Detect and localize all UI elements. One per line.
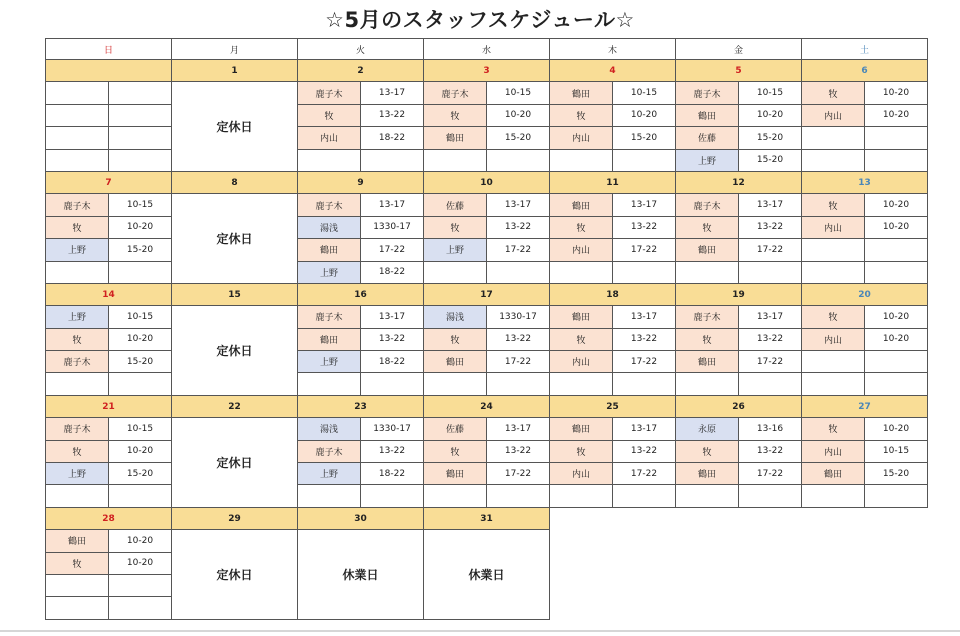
date-cell: 9: [298, 171, 424, 193]
shift-time: 10-20: [109, 216, 172, 238]
staff-name: 牧: [298, 104, 361, 126]
blank-cell: [424, 149, 487, 171]
staff-name: 鶴田: [298, 239, 361, 261]
staff-name: 鹿子木: [298, 82, 361, 104]
shift-time: 18-22: [361, 261, 424, 283]
shift-time: 10-20: [109, 328, 172, 350]
staff-name: 鹿子木: [424, 82, 487, 104]
blank-cell: [109, 485, 172, 507]
empty-cell: [550, 574, 676, 596]
shift-time: 17-22: [613, 239, 676, 261]
staff-name: 佐藤: [676, 127, 739, 149]
blank-cell: [802, 239, 865, 261]
blank-cell: [739, 485, 802, 507]
shift-time: 15-20: [739, 127, 802, 149]
staff-name: 湯浅: [298, 418, 361, 440]
blank-cell: [802, 485, 865, 507]
date-cell: 14: [46, 283, 172, 305]
blank-cell: [46, 261, 109, 283]
date-row: [46, 171, 928, 193]
staff-name: 牧: [550, 216, 613, 238]
staff-name: 牧: [550, 440, 613, 462]
shift-row: [46, 82, 928, 104]
blank-cell: [361, 149, 424, 171]
staff-name: 内山: [550, 463, 613, 485]
shift-time: 13-17: [361, 306, 424, 328]
staff-name: 鹿子木: [298, 440, 361, 462]
date-cell: 16: [298, 283, 424, 305]
staff-schedule-table: [45, 38, 928, 620]
blank-cell: [550, 149, 613, 171]
shift-time: 17-22: [613, 351, 676, 373]
staff-name: 上野: [46, 306, 109, 328]
staff-name: 上野: [424, 239, 487, 261]
closed-day-label: 定休日: [172, 82, 298, 172]
bottom-divider: [0, 630, 960, 632]
staff-name: 鹿子木: [676, 306, 739, 328]
date-cell: 27: [802, 395, 928, 417]
empty-cell: [676, 597, 802, 619]
shift-time: 10-20: [865, 104, 928, 126]
shift-time: 15-20: [487, 127, 550, 149]
date-cell: 5: [676, 60, 802, 82]
staff-name: 鶴田: [424, 127, 487, 149]
staff-name: 牧: [676, 440, 739, 462]
shift-time: 15-20: [613, 127, 676, 149]
blank-cell: [739, 261, 802, 283]
blank-cell: [802, 351, 865, 373]
shift-time: 15-20: [109, 239, 172, 261]
staff-name: 上野: [298, 261, 361, 283]
staff-name: 牧: [676, 216, 739, 238]
date-cell: 2: [298, 60, 424, 82]
date-cell: 10: [424, 171, 550, 193]
shift-time: 17-22: [739, 463, 802, 485]
empty-cell: [802, 574, 928, 596]
empty-cell: [676, 507, 802, 529]
staff-name: 鶴田: [676, 463, 739, 485]
date-cell: 29: [172, 507, 298, 529]
shift-time: 13-17: [613, 194, 676, 216]
staff-name: 内山: [550, 239, 613, 261]
staff-name: 牧: [424, 440, 487, 462]
blank-cell: [361, 485, 424, 507]
shift-time: 13-22: [487, 440, 550, 462]
shift-time: 10-15: [613, 82, 676, 104]
blank-cell: [46, 149, 109, 171]
blank-cell: [865, 351, 928, 373]
blank-cell: [550, 261, 613, 283]
shift-time: 18-22: [361, 127, 424, 149]
staff-name: 鶴田: [298, 328, 361, 350]
date-cell: 24: [424, 395, 550, 417]
shift-time: 17-22: [487, 351, 550, 373]
staff-name: 鹿子木: [46, 351, 109, 373]
shift-time: 13-17: [487, 418, 550, 440]
blank-cell: [46, 104, 109, 126]
shift-time: 15-20: [109, 463, 172, 485]
blank-cell: [865, 127, 928, 149]
shift-time: 10-15: [865, 440, 928, 462]
shift-time: 17-22: [487, 463, 550, 485]
shift-time: 10-20: [109, 440, 172, 462]
staff-name: 鹿子木: [46, 418, 109, 440]
date-cell: 21: [46, 395, 172, 417]
shift-time: 10-20: [109, 552, 172, 574]
shift-time: 13-22: [361, 328, 424, 350]
date-cell: 31: [424, 507, 550, 529]
weekday-header-5: 金: [676, 39, 802, 60]
shift-time: 10-20: [865, 216, 928, 238]
staff-name: 牧: [550, 328, 613, 350]
shift-time: 10-15: [739, 82, 802, 104]
shift-time: 10-15: [109, 194, 172, 216]
closed-day-label: 定休日: [172, 418, 298, 508]
staff-name: 鶴田: [676, 104, 739, 126]
date-cell: 11: [550, 171, 676, 193]
empty-cell: [550, 507, 676, 529]
blank-cell: [487, 261, 550, 283]
date-cell: 1: [172, 60, 298, 82]
blank-cell: [802, 127, 865, 149]
staff-name: 内山: [550, 127, 613, 149]
empty-cell: [550, 530, 676, 552]
blank-cell: [109, 261, 172, 283]
staff-name: 湯浅: [298, 216, 361, 238]
shift-time: 17-22: [487, 239, 550, 261]
blank-cell: [424, 261, 487, 283]
shift-time: 10-15: [109, 306, 172, 328]
staff-name: 牧: [424, 328, 487, 350]
closed-day-label: 定休日: [172, 306, 298, 396]
staff-name: 牧: [676, 328, 739, 350]
staff-name: 牧: [424, 104, 487, 126]
date-cell: 3: [424, 60, 550, 82]
shift-time: 10-20: [109, 530, 172, 552]
weekday-header-row: [46, 39, 928, 60]
date-cell: 20: [802, 283, 928, 305]
blank-cell: [109, 597, 172, 619]
staff-name: 上野: [46, 239, 109, 261]
blank-cell: [487, 485, 550, 507]
staff-name: 鶴田: [424, 463, 487, 485]
staff-name: 牧: [802, 194, 865, 216]
shift-time: 13-17: [613, 306, 676, 328]
date-cell: 8: [172, 171, 298, 193]
shift-time: 13-22: [613, 216, 676, 238]
shift-time: 10-20: [739, 104, 802, 126]
shift-time: 13-22: [739, 328, 802, 350]
staff-name: 内山: [802, 104, 865, 126]
shift-time: 13-17: [361, 82, 424, 104]
blank-cell: [109, 104, 172, 126]
shift-time: 10-20: [487, 104, 550, 126]
shift-time: 10-15: [487, 82, 550, 104]
staff-name: 牧: [802, 418, 865, 440]
schedule-title: ☆5月のスタッフスケジュール☆: [325, 8, 635, 32]
shift-time: 13-16: [739, 418, 802, 440]
shift-time: 10-20: [613, 104, 676, 126]
blank-cell: [865, 239, 928, 261]
staff-name: 鹿子木: [46, 194, 109, 216]
blank-cell: [361, 373, 424, 395]
staff-name: 鶴田: [424, 351, 487, 373]
shift-time: 17-22: [613, 463, 676, 485]
date-cell: 22: [172, 395, 298, 417]
blank-cell: [802, 261, 865, 283]
blank-cell: [802, 373, 865, 395]
date-cell: [46, 60, 172, 82]
blank-cell: [109, 127, 172, 149]
date-cell: 23: [298, 395, 424, 417]
blank-cell: [613, 149, 676, 171]
shift-time: 1330-17: [361, 418, 424, 440]
staff-name: 牧: [424, 216, 487, 238]
staff-name: 鹿子木: [298, 194, 361, 216]
blank-cell: [298, 149, 361, 171]
blank-cell: [109, 82, 172, 104]
blank-cell: [676, 261, 739, 283]
blank-cell: [676, 373, 739, 395]
staff-name: 牧: [46, 328, 109, 350]
blank-cell: [46, 373, 109, 395]
empty-cell: [802, 597, 928, 619]
shift-time: 15-20: [865, 463, 928, 485]
staff-name: 永原: [676, 418, 739, 440]
shift-row: [46, 194, 928, 216]
blank-cell: [865, 373, 928, 395]
shift-time: 13-22: [613, 328, 676, 350]
staff-name: 上野: [46, 463, 109, 485]
blank-cell: [613, 261, 676, 283]
shift-time: 13-22: [739, 440, 802, 462]
date-cell: 13: [802, 171, 928, 193]
staff-name: 湯浅: [424, 306, 487, 328]
empty-cell: [802, 530, 928, 552]
blank-cell: [109, 373, 172, 395]
staff-name: 内山: [298, 127, 361, 149]
blank-cell: [46, 82, 109, 104]
shift-time: 17-22: [739, 239, 802, 261]
staff-name: 内山: [802, 440, 865, 462]
blank-cell: [550, 485, 613, 507]
shift-time: 13-22: [487, 216, 550, 238]
staff-name: 牧: [46, 440, 109, 462]
blank-cell: [487, 373, 550, 395]
staff-name: 鶴田: [550, 418, 613, 440]
weekday-header-1: 月: [172, 39, 298, 60]
blank-cell: [613, 373, 676, 395]
staff-name: 鹿子木: [298, 306, 361, 328]
shift-row: [46, 530, 928, 552]
shift-time: 18-22: [361, 463, 424, 485]
staff-name: 鶴田: [802, 463, 865, 485]
blank-cell: [676, 485, 739, 507]
date-cell: 17: [424, 283, 550, 305]
staff-name: 鹿子木: [676, 82, 739, 104]
staff-name: 牧: [46, 552, 109, 574]
blank-cell: [487, 149, 550, 171]
shift-time: 13-17: [739, 194, 802, 216]
empty-cell: [676, 530, 802, 552]
blank-cell: [802, 149, 865, 171]
date-cell: 12: [676, 171, 802, 193]
staff-name: 鶴田: [550, 82, 613, 104]
blank-cell: [46, 597, 109, 619]
shift-time: 13-22: [487, 328, 550, 350]
shift-time: 13-22: [739, 216, 802, 238]
staff-name: 鶴田: [676, 239, 739, 261]
blank-cell: [46, 574, 109, 596]
weekday-header-3: 水: [424, 39, 550, 60]
shift-row: [46, 306, 928, 328]
weekday-header-6: 土: [802, 39, 928, 60]
empty-cell: [802, 552, 928, 574]
staff-name: 佐藤: [424, 194, 487, 216]
staff-name: 上野: [298, 351, 361, 373]
blank-cell: [298, 485, 361, 507]
empty-cell: [802, 507, 928, 529]
shift-time: 15-20: [739, 149, 802, 171]
blank-cell: [46, 485, 109, 507]
date-cell: 4: [550, 60, 676, 82]
empty-cell: [550, 597, 676, 619]
shift-time: 17-22: [361, 239, 424, 261]
empty-cell: [676, 552, 802, 574]
shift-time: 17-22: [739, 351, 802, 373]
blank-cell: [424, 373, 487, 395]
date-cell: 6: [802, 60, 928, 82]
staff-name: 牧: [802, 306, 865, 328]
shift-time: 1330-17: [361, 216, 424, 238]
staff-name: 鹿子木: [676, 194, 739, 216]
date-cell: 19: [676, 283, 802, 305]
shift-time: 13-22: [613, 440, 676, 462]
date-cell: 25: [550, 395, 676, 417]
staff-name: 鶴田: [46, 530, 109, 552]
shift-time: 10-20: [865, 82, 928, 104]
blank-cell: [298, 373, 361, 395]
date-row: [46, 507, 928, 529]
shift-time: 13-17: [613, 418, 676, 440]
staff-name: 牧: [46, 216, 109, 238]
blank-cell: [46, 127, 109, 149]
weekday-header-2: 火: [298, 39, 424, 60]
shift-time: 15-20: [109, 351, 172, 373]
staff-name: 牧: [550, 104, 613, 126]
date-cell: 15: [172, 283, 298, 305]
closed-day-label: 休業日: [424, 530, 550, 620]
closed-day-label: 定休日: [172, 194, 298, 284]
shift-time: 13-22: [361, 104, 424, 126]
blank-cell: [865, 261, 928, 283]
shift-time: 18-22: [361, 351, 424, 373]
date-cell: 30: [298, 507, 424, 529]
staff-name: 鶴田: [676, 351, 739, 373]
staff-name: 上野: [676, 149, 739, 171]
closed-day-label: 休業日: [298, 530, 424, 620]
weekday-header-0: 日: [46, 39, 172, 60]
date-cell: 7: [46, 171, 172, 193]
staff-name: 佐藤: [424, 418, 487, 440]
shift-time: 10-20: [865, 194, 928, 216]
staff-name: 鶴田: [550, 306, 613, 328]
shift-row: [46, 418, 928, 440]
staff-name: 鶴田: [550, 194, 613, 216]
empty-cell: [676, 574, 802, 596]
date-cell: 28: [46, 507, 172, 529]
shift-time: 1330-17: [487, 306, 550, 328]
blank-cell: [865, 149, 928, 171]
staff-name: 内山: [802, 328, 865, 350]
shift-time: 10-20: [865, 306, 928, 328]
blank-cell: [424, 485, 487, 507]
date-row: [46, 60, 928, 82]
blank-cell: [739, 373, 802, 395]
blank-cell: [109, 574, 172, 596]
blank-cell: [109, 149, 172, 171]
blank-cell: [865, 485, 928, 507]
shift-time: 13-17: [739, 306, 802, 328]
shift-time: 10-15: [109, 418, 172, 440]
empty-cell: [550, 552, 676, 574]
shift-time: 13-22: [361, 440, 424, 462]
blank-cell: [550, 373, 613, 395]
shift-time: 10-20: [865, 418, 928, 440]
staff-name: 内山: [802, 216, 865, 238]
staff-name: 上野: [298, 463, 361, 485]
date-cell: 26: [676, 395, 802, 417]
shift-time: 10-20: [865, 328, 928, 350]
date-cell: 18: [550, 283, 676, 305]
date-row: [46, 283, 928, 305]
staff-name: 牧: [802, 82, 865, 104]
shift-time: 13-17: [361, 194, 424, 216]
date-row: [46, 395, 928, 417]
staff-name: 内山: [550, 351, 613, 373]
blank-cell: [613, 485, 676, 507]
closed-day-label: 定休日: [172, 530, 298, 620]
weekday-header-4: 木: [550, 39, 676, 60]
shift-time: 13-17: [487, 194, 550, 216]
